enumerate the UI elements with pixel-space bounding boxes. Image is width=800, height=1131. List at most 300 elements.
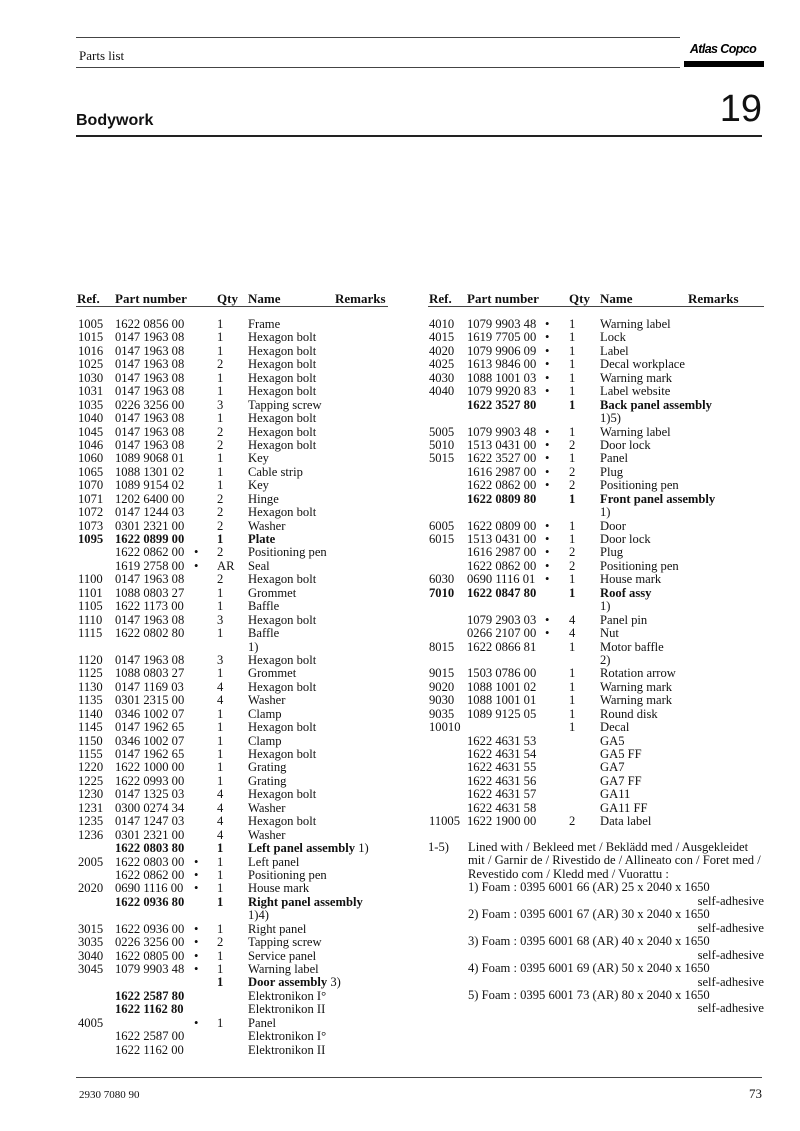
row-ref: 1145	[78, 720, 103, 735]
row-ref: 1065	[78, 464, 104, 479]
row-name	[248, 936, 322, 949]
row-part-number: 0301 2321 00	[115, 827, 185, 842]
row-part-number: 1616 2987 00	[467, 545, 537, 560]
row-part-number: 1622 0993 00	[115, 773, 185, 788]
row-qty: 2	[569, 814, 576, 829]
row-name	[248, 439, 316, 452]
row-name-text: Hexagon bolt	[248, 330, 317, 345]
row-qty: 3	[217, 652, 224, 667]
row-name	[248, 681, 316, 694]
row-name-text: Key	[248, 451, 269, 466]
table-row	[78, 721, 398, 734]
table-row	[78, 735, 398, 748]
row-name	[600, 345, 629, 358]
row-name	[248, 331, 316, 344]
row-name	[248, 318, 280, 331]
footer-rule	[76, 1077, 762, 1078]
row-name	[600, 506, 611, 519]
row-ref: 1073	[78, 518, 104, 533]
row-name-text: Panel	[600, 451, 628, 466]
table-row	[78, 990, 398, 1003]
row-qty: 1	[569, 518, 576, 533]
table-row	[78, 882, 398, 895]
row-part-number: 1622 1000 00	[115, 760, 185, 775]
row-qty: 1	[569, 666, 576, 681]
row-name-text: Hexagon bolt	[248, 814, 317, 829]
row-qty: 2	[569, 437, 576, 452]
row-part-number: 0226 3256 00	[115, 935, 185, 950]
row-name	[248, 923, 306, 936]
row-name-text: Right panel	[248, 921, 307, 936]
row-name-text: Data label	[600, 814, 652, 829]
row-ref: 1155	[78, 747, 103, 761]
row-part-number: 0147 1963 08	[115, 384, 185, 399]
row-name	[248, 506, 316, 519]
row-qty: 1	[217, 948, 224, 963]
row-part-number: 1622 0936 80	[115, 894, 185, 909]
row-qty: 1	[217, 854, 224, 869]
row-name	[248, 909, 269, 922]
row-ref: 1135	[78, 693, 103, 708]
row-ref: 4040	[429, 384, 455, 399]
row-name	[248, 1044, 325, 1057]
row-name-text: Plate	[248, 532, 276, 546]
right-header-rule	[428, 306, 764, 307]
row-ref: 1110	[78, 612, 103, 627]
row-ref: 6005	[429, 518, 455, 533]
row-name	[248, 600, 279, 613]
table-row	[78, 761, 398, 774]
row-name-text: Elektronikon I°	[248, 1029, 327, 1044]
note-line: 4) Foam : 0395 6001 69 (AR) 50 x 2040 x 1650	[468, 961, 710, 976]
row-qty: 1	[217, 370, 224, 385]
row-ref: 4025	[429, 357, 455, 372]
row-name	[248, 412, 316, 425]
row-qty: 4	[217, 814, 224, 829]
table-row	[78, 829, 398, 842]
row-qty: 1	[217, 975, 224, 990]
row-name	[600, 372, 672, 385]
row-qty: 2	[217, 505, 224, 520]
table-row	[429, 667, 765, 680]
row-name	[600, 587, 651, 600]
row-name	[248, 950, 316, 963]
notes-ref: 1-5)	[428, 840, 449, 854]
table-row	[429, 761, 765, 774]
row-qty: 1	[217, 451, 224, 466]
row-name-text: Rotation arrow	[600, 666, 676, 681]
header-label: Parts list	[79, 48, 125, 63]
row-part-number: 1622 1173 00	[115, 599, 184, 614]
row-name-text: Warning mark	[600, 679, 673, 694]
row-part-number: 1622 0936 00	[115, 921, 185, 936]
row-part-number: 1622 0899 00	[115, 532, 185, 546]
row-ref: 9030	[429, 693, 455, 708]
row-name-text: Lock	[600, 330, 626, 345]
table-row	[78, 909, 398, 922]
row-qty: 1	[217, 733, 224, 748]
row-name-text: Service panel	[248, 948, 317, 963]
table-row	[78, 587, 398, 600]
row-name-text: Hexagon bolt	[248, 357, 317, 372]
left-col-remarks: Remarks	[335, 291, 386, 306]
row-name	[248, 829, 285, 842]
row-name-text: Back panel assembly	[600, 397, 712, 412]
row-name-text: Elektronikon I°	[248, 988, 327, 1003]
row-qty: 1	[217, 478, 224, 493]
row-ref: 2005	[78, 854, 104, 869]
table-row	[78, 1017, 398, 1030]
table-row	[78, 923, 398, 936]
row-name-text: Label website	[600, 384, 671, 399]
row-ref: 1120	[78, 652, 103, 667]
row-ref: 10010	[429, 720, 461, 735]
row-part-number: 1513 0431 00	[467, 532, 537, 546]
table-row	[78, 976, 398, 989]
table-row	[78, 856, 398, 869]
row-dot: •	[194, 935, 199, 950]
row-name-text: GA11 FF	[600, 800, 648, 815]
left-col-ref: Ref.	[77, 291, 100, 306]
note-line: 5) Foam : 0395 6001 73 (AR) 80 x 2040 x 1650	[468, 987, 710, 1002]
row-name-text: 1)	[600, 505, 611, 520]
row-ref: 1046	[78, 437, 104, 452]
row-name-text: Frame	[248, 317, 281, 331]
row-dot: •	[545, 370, 550, 385]
row-ref: 1235	[78, 814, 104, 829]
row-part-number: 1622 4631 55	[467, 760, 537, 775]
row-name-text: Grating	[248, 760, 287, 775]
row-dot: •	[545, 343, 550, 358]
row-name	[600, 627, 619, 640]
row-name-text: Positioning pen	[248, 545, 327, 560]
notes-items	[428, 881, 764, 1016]
row-dot: •	[194, 867, 199, 882]
row-name-text: 1)4)	[248, 908, 269, 923]
row-name	[248, 802, 285, 815]
row-name-text: Warning mark	[600, 693, 673, 708]
table-row	[78, 426, 398, 439]
row-part-number: 0300 0274 34	[115, 800, 185, 815]
table-row	[429, 412, 765, 425]
row-ref: 4010	[429, 317, 455, 331]
row-name	[248, 708, 282, 721]
table-row	[78, 345, 398, 358]
row-ref: 1100	[78, 572, 103, 587]
table-row	[78, 412, 398, 425]
row-ref: 4005	[78, 1015, 104, 1030]
row-qty: 2	[217, 437, 224, 452]
table-row	[429, 560, 765, 573]
row-part-number: 1088 1001 02	[467, 679, 537, 694]
row-part-number: 0147 1325 03	[115, 787, 185, 802]
row-qty: 1	[569, 317, 576, 331]
row-ref: 1220	[78, 760, 104, 775]
row-name-text: Grommet	[248, 666, 297, 681]
table-row	[78, 748, 398, 761]
row-qty: 1	[569, 720, 576, 735]
row-part-number: 1079 9920 83	[467, 384, 537, 399]
right-col-ref: Ref.	[429, 291, 452, 306]
row-dot: •	[545, 317, 550, 331]
row-name	[248, 1003, 325, 1016]
row-ref: 1016	[78, 343, 104, 358]
row-part-number: 0147 1963 08	[115, 572, 185, 587]
row-name	[248, 842, 369, 855]
row-ref: 3035	[78, 935, 104, 950]
table-row	[429, 358, 765, 371]
row-name	[248, 667, 296, 680]
row-qty: 1	[569, 357, 576, 372]
row-part-number: 0147 1963 08	[115, 437, 185, 452]
row-name-suffix: 1)	[355, 841, 369, 856]
row-name-text: Hexagon bolt	[248, 411, 317, 426]
row-name	[600, 358, 685, 371]
row-name-text: Hexagon bolt	[248, 679, 317, 694]
row-name	[248, 990, 326, 1003]
row-ref: 1031	[78, 384, 104, 399]
left-header-rule	[76, 306, 388, 307]
row-name-text: GA5	[600, 733, 625, 748]
row-qty: AR	[217, 558, 235, 573]
table-row	[78, 641, 398, 654]
row-name-text: Washer	[248, 827, 286, 842]
table-row	[78, 667, 398, 680]
row-name-text: Tapping screw	[248, 397, 322, 412]
row-name	[248, 587, 296, 600]
row-name-text: Key	[248, 478, 269, 493]
row-name-text: Clamp	[248, 733, 282, 748]
row-name	[600, 815, 651, 828]
row-name	[600, 560, 679, 573]
row-part-number: 1622 0809 00	[467, 518, 537, 533]
row-ref: 9035	[429, 706, 455, 721]
row-name	[248, 775, 286, 788]
row-ref: 1130	[78, 679, 103, 694]
table-row	[429, 627, 765, 640]
table-row	[429, 694, 765, 707]
row-qty: 1	[569, 424, 576, 439]
table-row	[429, 506, 765, 519]
row-name-text: Door	[600, 518, 626, 533]
row-qty: 1	[217, 1015, 224, 1030]
table-row	[429, 641, 765, 654]
left-parts-table	[78, 318, 398, 1057]
row-name-text: Motor baffle	[600, 639, 664, 654]
note-tail: self-adhesive	[697, 920, 764, 935]
atlas-copco-logo	[682, 34, 764, 68]
table-row	[78, 318, 398, 331]
header-top-rule	[76, 37, 680, 38]
row-name-text: Decal workplace	[600, 357, 685, 372]
row-qty: 2	[569, 558, 576, 573]
row-ref: 1005	[78, 317, 104, 331]
row-part-number: 1089 9068 01	[115, 451, 185, 466]
row-name	[600, 708, 658, 721]
row-qty: 1	[217, 317, 224, 331]
table-row	[78, 385, 398, 398]
row-name-text: Decal	[600, 720, 630, 735]
row-ref: 1230	[78, 787, 104, 802]
row-name-text: Panel pin	[600, 612, 648, 627]
table-row	[429, 735, 765, 748]
row-part-number: 1622 0803 00	[115, 854, 185, 869]
row-name-text: Plug	[600, 545, 624, 560]
row-name	[600, 546, 623, 559]
row-name	[600, 788, 630, 801]
row-name	[248, 573, 316, 586]
table-row	[78, 1003, 398, 1016]
row-name	[600, 573, 661, 586]
row-name-text: House mark	[600, 572, 662, 587]
row-name	[600, 748, 642, 761]
row-ref: 1105	[78, 599, 103, 614]
table-row	[429, 331, 765, 344]
row-name-text: Label	[600, 343, 629, 358]
row-name-text: Washer	[248, 518, 286, 533]
row-qty: 3	[217, 397, 224, 412]
right-parts-table	[429, 318, 765, 829]
row-name-text: GA5 FF	[600, 747, 642, 761]
row-part-number: 0346 1002 07	[115, 733, 185, 748]
row-name-text: Positioning pen	[248, 867, 327, 882]
table-row	[78, 546, 398, 559]
row-name	[600, 412, 621, 425]
row-name-text: Hexagon bolt	[248, 424, 317, 439]
row-dot: •	[545, 612, 550, 627]
note-tail: self-adhesive	[697, 974, 764, 989]
row-qty: 1	[569, 330, 576, 345]
table-row	[78, 627, 398, 640]
row-qty: 1	[569, 572, 576, 587]
table-row	[429, 318, 765, 331]
notes-row	[428, 841, 764, 881]
row-name-text: Hexagon bolt	[248, 612, 317, 627]
row-name-text: Hexagon bolt	[248, 505, 317, 520]
row-name-text: Hexagon bolt	[248, 370, 317, 385]
row-qty: 3	[217, 612, 224, 627]
table-row	[78, 708, 398, 721]
row-name-text: GA11	[600, 787, 631, 802]
row-part-number: 0147 1963 08	[115, 357, 185, 372]
row-name-text: Seal	[248, 558, 270, 573]
table-row	[429, 748, 765, 761]
row-part-number: 0147 1244 03	[115, 505, 185, 520]
row-part-number: 0147 1963 08	[115, 424, 185, 439]
row-name	[248, 1030, 326, 1043]
notes-block	[428, 841, 764, 1016]
row-qty: 1	[217, 921, 224, 936]
table-row	[429, 614, 765, 627]
row-name	[248, 426, 316, 439]
row-name	[248, 466, 303, 479]
row-name-text: 1)	[600, 599, 611, 614]
row-qty: 1	[217, 411, 224, 426]
row-name	[600, 654, 611, 667]
table-row	[429, 345, 765, 358]
table-row	[78, 600, 398, 613]
row-name-text: Right panel assembly	[248, 894, 363, 909]
left-col-name: Name	[248, 291, 281, 306]
row-part-number: 1622 3527 00	[467, 451, 537, 466]
row-ref: 6015	[429, 532, 455, 546]
row-name-text: Plug	[600, 464, 624, 479]
section-rule	[76, 135, 762, 137]
row-name	[600, 667, 676, 680]
row-part-number: 0147 1247 03	[115, 814, 185, 829]
row-qty: 1	[217, 330, 224, 345]
row-name-text: Warning label	[600, 424, 671, 439]
row-name	[600, 426, 671, 439]
row-name-text: Left panel assembly	[248, 841, 356, 856]
table-row	[429, 788, 765, 801]
row-part-number: 0147 1962 65	[115, 720, 185, 735]
row-part-number: 0690 1116 00	[115, 881, 184, 896]
row-part-number: 1619 7705 00	[467, 330, 537, 345]
row-part-number: 1619 2758 00	[115, 558, 185, 573]
table-row	[78, 1030, 398, 1043]
row-name	[600, 600, 611, 613]
table-row	[78, 842, 398, 855]
row-ref: 1150	[78, 733, 103, 748]
table-row	[78, 936, 398, 949]
row-ref: 4020	[429, 343, 455, 358]
row-name-text: Hexagon bolt	[248, 747, 317, 761]
row-part-number: 1079 9906 09	[467, 343, 537, 358]
row-qty: 1	[569, 706, 576, 721]
table-row	[78, 802, 398, 815]
notes-text: Lined with / Bekleed met / Beklädd med / Ausgekleidet mit / Garnir de / Rivestido de / Allineato con / Foret med / Revestido com / Kledd med / Vuorattu :	[468, 840, 761, 881]
row-name-suffix: 3)	[327, 975, 341, 990]
row-qty: 1	[217, 585, 224, 600]
row-qty: 1	[217, 881, 224, 896]
row-name	[600, 466, 623, 479]
table-row	[78, 439, 398, 452]
row-name-text: Baffle	[248, 599, 280, 614]
row-ref: 1060	[78, 451, 104, 466]
row-dot: •	[545, 478, 550, 493]
row-qty: 1	[217, 760, 224, 775]
row-dot: •	[194, 558, 199, 573]
right-col-remarks: Remarks	[688, 291, 739, 306]
row-dot: •	[194, 854, 199, 869]
right-col-qty: Qty	[569, 291, 590, 306]
row-ref: 1101	[78, 585, 103, 600]
row-name	[600, 775, 642, 788]
row-part-number: 0147 1963 08	[115, 652, 185, 667]
right-col-part-number: Part number	[467, 291, 539, 306]
row-qty: 1	[217, 894, 224, 909]
row-ref: 1015	[78, 330, 104, 345]
row-ref: 5005	[429, 424, 455, 439]
row-name-text: Hexagon bolt	[248, 572, 317, 587]
row-dot: •	[545, 572, 550, 587]
row-qty: 1	[569, 491, 576, 506]
row-part-number: 1088 1301 02	[115, 464, 185, 479]
row-qty: 1	[569, 693, 576, 708]
row-name-text: Washer	[248, 693, 286, 708]
row-name-text: GA7 FF	[600, 773, 642, 788]
row-name	[248, 976, 341, 989]
row-qty: 2	[569, 545, 576, 560]
row-part-number: 1622 1162 80	[115, 1002, 184, 1017]
row-name-text: Panel	[248, 1015, 276, 1030]
row-name	[600, 681, 672, 694]
table-row	[429, 681, 765, 694]
row-name	[600, 614, 647, 627]
row-part-number: 0147 1963 08	[115, 370, 185, 385]
row-qty: 2	[217, 491, 224, 506]
